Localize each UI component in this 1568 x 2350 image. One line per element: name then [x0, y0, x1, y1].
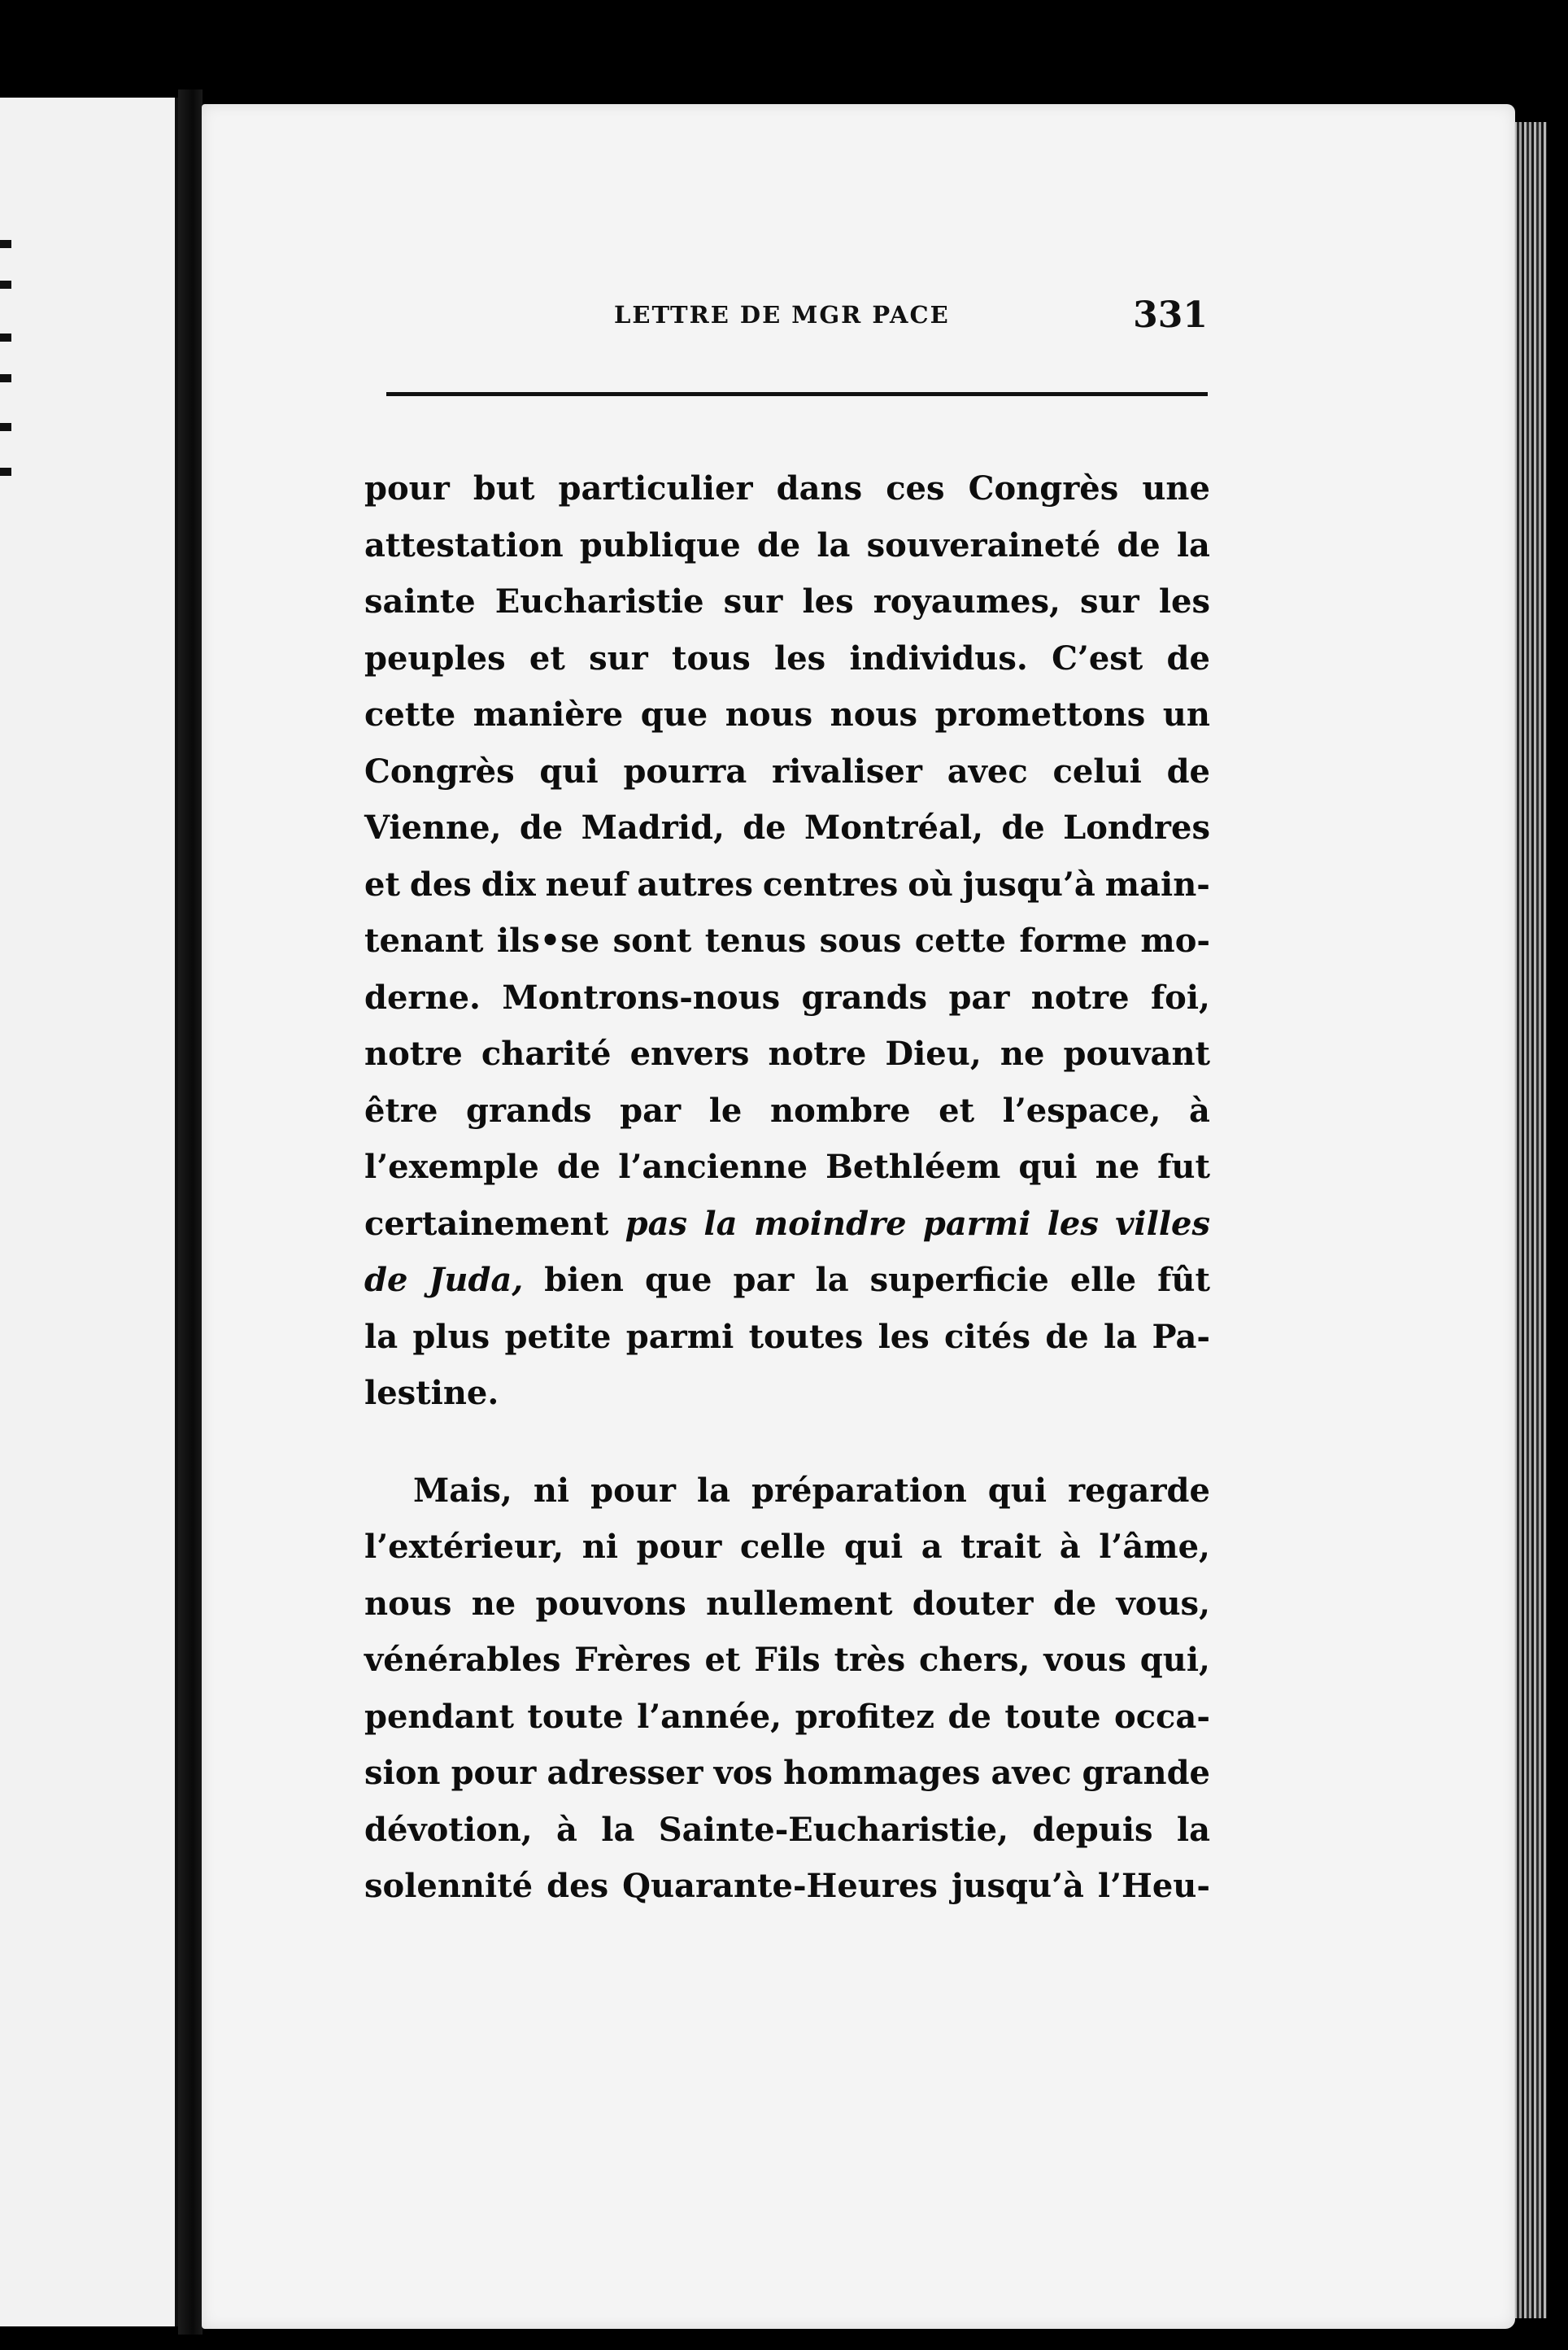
- word: mo-: [1140, 922, 1210, 960]
- italic-word: parmi: [922, 1204, 1031, 1243]
- word: Montréal,: [804, 809, 984, 847]
- word: C’est: [1052, 639, 1143, 678]
- word: à: [1189, 1091, 1210, 1130]
- text-line: [364, 970, 1210, 1027]
- word: de: [743, 809, 786, 847]
- word: être: [364, 1091, 438, 1130]
- word: envers: [629, 1035, 750, 1073]
- word: de: [947, 1697, 991, 1736]
- word: souveraineté: [866, 525, 1101, 565]
- word: qui,: [1139, 1641, 1210, 1679]
- text-line: [364, 1745, 1210, 1802]
- word: Madrid,: [581, 809, 725, 847]
- word: la: [696, 1471, 731, 1510]
- word: parmi: [625, 1317, 734, 1356]
- word: qui: [843, 1528, 904, 1566]
- word: depuis: [1032, 1810, 1153, 1849]
- word: Frères: [574, 1641, 691, 1679]
- word: dix: [481, 865, 536, 904]
- word: fut: [1157, 1148, 1210, 1186]
- word: les: [774, 639, 826, 678]
- word: toute: [1004, 1697, 1101, 1736]
- word: sur: [589, 639, 648, 678]
- word: publique: [579, 525, 741, 565]
- text-line: [364, 857, 1210, 913]
- word: Congrès: [364, 752, 515, 791]
- word: vous,: [1116, 1584, 1210, 1623]
- word: la: [817, 525, 851, 565]
- word: cette: [364, 695, 456, 734]
- word: avec: [991, 1754, 1072, 1792]
- word: foi,: [1150, 978, 1210, 1017]
- word: petite: [504, 1317, 612, 1356]
- word: manière: [473, 695, 624, 734]
- text-line: [364, 1252, 1210, 1309]
- word: de: [1117, 525, 1161, 565]
- word: attestation: [364, 525, 564, 565]
- word: vous: [1043, 1641, 1126, 1679]
- word: de: [756, 525, 801, 565]
- word: jusqu’à: [962, 865, 1095, 904]
- word: l’année,: [637, 1697, 782, 1736]
- word: sion: [364, 1754, 441, 1792]
- text-line: [364, 1689, 1210, 1746]
- word: pouvons: [535, 1584, 686, 1623]
- text-line: [364, 1196, 1210, 1253]
- word: l’extérieur,: [364, 1528, 564, 1566]
- word: profitez: [795, 1697, 935, 1736]
- word: à: [1059, 1528, 1081, 1566]
- word: la: [1176, 525, 1210, 565]
- word: notre: [1030, 978, 1130, 1017]
- word: pourra: [623, 752, 747, 791]
- word: par: [733, 1261, 795, 1299]
- text-line: [364, 743, 1210, 800]
- page-header: [386, 294, 1208, 351]
- word: pour: [636, 1528, 722, 1566]
- word: le: [708, 1091, 743, 1130]
- word: et: [529, 639, 565, 678]
- word: regarde: [1068, 1471, 1210, 1510]
- word: les: [878, 1317, 930, 1356]
- word: Londres: [1063, 809, 1210, 847]
- word: Vienne,: [364, 809, 502, 847]
- word: la: [601, 1810, 635, 1849]
- word: vos: [713, 1754, 773, 1792]
- word: dévotion,: [364, 1810, 533, 1849]
- word: sous: [819, 922, 902, 960]
- word: jusqu’à: [951, 1867, 1084, 1905]
- word: l’Heu-: [1097, 1867, 1210, 1905]
- word: Pa-: [1152, 1317, 1210, 1356]
- word: trait: [960, 1528, 1042, 1566]
- word: de: [1166, 639, 1210, 678]
- text-line: [364, 1858, 1210, 1915]
- word: nous: [364, 1584, 452, 1623]
- word: neuf: [545, 865, 628, 904]
- text-line: [364, 517, 1210, 574]
- italic-word: pas: [625, 1204, 688, 1243]
- body-text: [364, 460, 1210, 1915]
- word: qui: [1018, 1148, 1078, 1186]
- word: qui: [539, 752, 599, 791]
- word: la: [1104, 1317, 1138, 1356]
- word: grande: [1082, 1754, 1210, 1792]
- text-line: [364, 1632, 1210, 1689]
- word: nous: [725, 695, 813, 734]
- word: où: [908, 865, 953, 904]
- word: toutes: [748, 1317, 864, 1356]
- italic-word: les: [1047, 1204, 1099, 1243]
- word: ni: [581, 1528, 619, 1566]
- word: celui: [1052, 752, 1142, 791]
- italic-word: de: [364, 1261, 408, 1299]
- word: fût: [1157, 1261, 1210, 1299]
- word: superficie: [869, 1261, 1049, 1299]
- word: cités: [944, 1317, 1031, 1356]
- word: rivaliser: [772, 752, 922, 791]
- word: Congrès: [968, 469, 1119, 508]
- page-edges: [1514, 122, 1547, 2318]
- word: Fils: [754, 1641, 821, 1679]
- word: elle: [1069, 1261, 1137, 1299]
- text-line: [364, 1463, 1210, 1519]
- word: notre: [768, 1035, 867, 1073]
- word: un: [1162, 695, 1210, 734]
- word: Eucharistie: [494, 582, 704, 621]
- word: vénérables: [364, 1641, 561, 1679]
- word: par: [948, 978, 1010, 1017]
- word: l’exemple: [364, 1148, 539, 1186]
- word: une: [1142, 469, 1210, 508]
- word: les: [1158, 582, 1210, 621]
- word: préparation: [751, 1471, 967, 1510]
- text-line: [364, 800, 1210, 857]
- text-line: [364, 1309, 1210, 1366]
- text-line: [364, 573, 1210, 630]
- italic-word: moindre: [753, 1204, 907, 1243]
- text-line: [364, 460, 1210, 517]
- word: sur: [1080, 582, 1139, 621]
- word: de: [1001, 809, 1045, 847]
- word: ne: [471, 1584, 516, 1623]
- word: et: [364, 865, 400, 904]
- word: par: [620, 1091, 682, 1130]
- word: toute: [527, 1697, 624, 1736]
- word: pendant: [364, 1697, 514, 1736]
- word: particulier: [558, 469, 753, 508]
- word: individus.: [849, 639, 1028, 678]
- word: de: [519, 809, 564, 847]
- text-line: [364, 1026, 1210, 1083]
- text-line: [364, 1365, 1210, 1422]
- word: certainement: [364, 1204, 609, 1243]
- word: sont: [612, 922, 692, 960]
- word: royaumes,: [873, 582, 1061, 621]
- word: nous: [830, 695, 918, 734]
- word: Montrons-nous: [502, 978, 781, 1017]
- word: et: [939, 1091, 975, 1130]
- word: des: [409, 865, 472, 904]
- word: chers,: [919, 1641, 1030, 1679]
- word: Dieu,: [885, 1035, 982, 1073]
- word: l’âme,: [1099, 1528, 1210, 1566]
- word: sainte: [364, 582, 476, 621]
- word: tenant: [364, 922, 484, 960]
- word: promettons: [934, 695, 1146, 734]
- word: celle: [739, 1528, 826, 1566]
- word: forme: [1019, 922, 1128, 960]
- italic-word: la: [703, 1204, 738, 1243]
- word: Sainte-Eucharistie,: [658, 1810, 1009, 1849]
- word: tous: [672, 639, 751, 678]
- word: de: [1052, 1584, 1097, 1623]
- word: but: [473, 469, 535, 508]
- word: nullement: [706, 1584, 893, 1623]
- word: main-: [1104, 865, 1210, 904]
- text-line: [364, 1139, 1210, 1196]
- book-gutter: [178, 89, 203, 2335]
- word: grands: [801, 978, 928, 1017]
- word: notre: [364, 1035, 463, 1073]
- page-number: 331: [1133, 294, 1208, 336]
- text-line: [364, 913, 1210, 970]
- word: ni: [533, 1471, 570, 1510]
- word: centres: [762, 865, 899, 904]
- word: que: [645, 1261, 712, 1299]
- word: solennité: [364, 1867, 534, 1905]
- word: à: [556, 1810, 577, 1849]
- word: pouvant: [1063, 1035, 1210, 1073]
- word: qui: [987, 1471, 1048, 1510]
- word: ne: [1000, 1035, 1045, 1073]
- word: plus: [412, 1317, 490, 1356]
- word: pour: [590, 1471, 676, 1510]
- word: l’espace,: [1002, 1091, 1161, 1130]
- word: douter: [912, 1584, 1034, 1623]
- word: de: [556, 1148, 601, 1186]
- word: charité: [481, 1035, 612, 1073]
- italic-word: villes: [1115, 1204, 1210, 1243]
- word: la: [815, 1261, 849, 1299]
- word: hommages: [783, 1754, 981, 1792]
- word: ne: [1095, 1148, 1140, 1186]
- word: Mais,: [413, 1471, 512, 1510]
- word: a: [921, 1528, 943, 1566]
- word: sur: [723, 582, 783, 621]
- text-line: [364, 1519, 1210, 1576]
- word: Quarante-Heures: [622, 1867, 938, 1905]
- text-line: [364, 687, 1210, 743]
- word: très: [834, 1641, 906, 1679]
- word: que: [640, 695, 708, 734]
- header-rule: [386, 392, 1208, 396]
- text-line: [364, 1802, 1210, 1859]
- word: et: [704, 1641, 741, 1679]
- word: autres: [637, 865, 753, 904]
- word: de: [1166, 752, 1210, 791]
- word: bien: [544, 1261, 624, 1299]
- word: la: [364, 1317, 399, 1356]
- word: pour: [451, 1754, 537, 1792]
- text-line: [364, 630, 1210, 687]
- text-line: [364, 1576, 1210, 1633]
- word: ils•se: [496, 922, 600, 960]
- word: lestine.: [364, 1374, 499, 1412]
- word: des: [547, 1867, 609, 1905]
- word: tenus: [704, 922, 807, 960]
- word: de: [1045, 1317, 1089, 1356]
- word: l’ancienne: [618, 1148, 808, 1186]
- word: avec: [947, 752, 1028, 791]
- italic-word: Juda,: [429, 1261, 524, 1299]
- word: dans: [776, 469, 863, 508]
- text-line: [364, 1083, 1210, 1140]
- word: la: [1176, 1810, 1210, 1849]
- word: peuples: [364, 639, 506, 678]
- word: grands: [466, 1091, 592, 1130]
- running-title: LETTRE DE MGR PACE: [614, 301, 950, 329]
- word: Bethléem: [825, 1148, 1001, 1186]
- word: occa-: [1114, 1697, 1210, 1736]
- word: derne.: [364, 978, 481, 1017]
- word: cette: [914, 922, 1006, 960]
- word: adresser: [547, 1754, 703, 1792]
- word: les: [802, 582, 854, 621]
- word: ces: [886, 469, 945, 508]
- word: pour: [364, 469, 450, 508]
- facing-page-edge: [0, 98, 178, 2326]
- word: nombre: [769, 1091, 911, 1130]
